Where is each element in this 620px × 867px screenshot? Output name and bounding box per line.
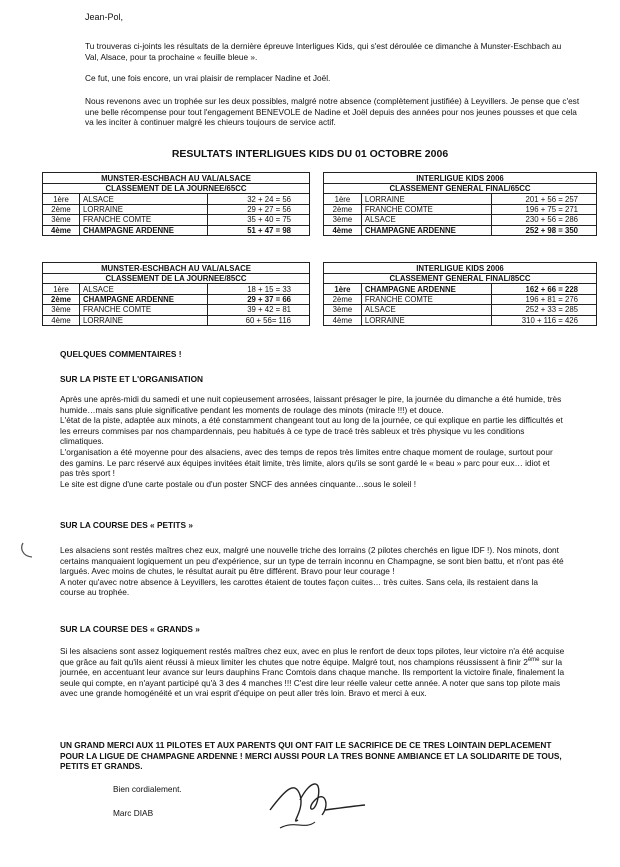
table-row: [324, 215, 597, 225]
section-heading-small: SUR LA COURSE DES « PETITS »: [60, 520, 193, 530]
table-row: [43, 204, 310, 214]
greeting: Jean-Pol,: [85, 12, 124, 22]
results-table-65cc-final: [323, 172, 597, 236]
score-cell: 196 + 75 = 271: [492, 204, 597, 214]
team-cell: FRANCHE COMTE: [80, 305, 208, 315]
rank-cell: 4ème: [43, 315, 80, 325]
team-cell: LORRAINE: [80, 204, 208, 214]
rank-cell: 2ème: [43, 294, 80, 304]
rank-cell: 1ère: [324, 284, 362, 294]
score-cell: 196 + 81 = 276: [492, 294, 597, 304]
table-row: [43, 315, 310, 325]
ordinal-suffix: ème: [527, 656, 540, 663]
team-cell: ALSACE: [361, 215, 491, 225]
team-cell: LORRAINE: [80, 315, 208, 325]
table-row: [43, 284, 310, 294]
score-cell: 201 + 56 = 257: [492, 194, 597, 204]
track-paragraph: Après une après-midi du samedi et une nuit copieusement arrosées, laissant présager le pire, la journée du dimanche a été humide, très humide…mais sans pluie significative pendant les moments de roulage des minots (miracle !!!) et douce.: [60, 394, 562, 415]
small-paragraph: Les alsaciens sont restés maîtres chez eux, malgré une nouvelle triche des lorrains (2 pilotes cherchés en ligue IDF !). Nos minots, dont certains manquaient logiquement un peu d'expérience, sur un type de terrain inconnu en Champagne, se sont bien battu, et n'ont pas été largués. Avec moins de chutes, le résultat aurait pu être différent. Bravo pour leur courage !: [60, 545, 564, 577]
big-text-part: Si les alsaciens sont assez logiquement restés maîtres chez eux, avec en plus le renfort de deux tops pilotes, leur victoire n'a été acquise que grâce au fait qu'ils aient réussi à mieux limiter les chutes que notre équipe. Malgré tout, nos champions réussissent à finir 2: [60, 646, 565, 667]
rank-cell: 2ème: [43, 204, 80, 214]
comments-heading: QUELQUES COMMENTAIRES !: [60, 349, 182, 359]
table-header: MUNSTER-ESCHBACH AU VAL/ALSACE: [43, 173, 310, 184]
track-paragraph: Le site est digne d'une carte postale ou d'un poster SNCF des années cinquante…sous le soleil !: [60, 478, 417, 489]
score-cell: 29 + 27 = 56: [207, 204, 309, 214]
team-cell: FRANCHE COMTE: [80, 215, 208, 225]
results-title: RESULTATS INTERLIGUES KIDS DU 01 OCTOBRE 2006: [171, 148, 449, 160]
thanks-paragraph: UN GRAND MERCI AUX 11 PILOTES ET AUX PARENTS QUI ONT FAIT LE SACRIFICE DE CE TRES LOINTAIN DEPLACEMENT POUR LA LIGUE DE CHAMPAGNE ARDENNE ! MERCI AUSSI POUR LA TRES BONNE AMBIANCE ET LA SOLIDARITE DE TOUS, PETITS ET GRANDS.: [60, 740, 562, 772]
table-row: [43, 294, 310, 304]
table-subheader: CLASSEMENT GENERAL FINAL/65CC: [324, 184, 597, 194]
team-cell: CHAMPAGNE ARDENNE: [361, 225, 491, 235]
results-table-65cc-day: [42, 172, 310, 236]
section-body-small: [60, 545, 565, 598]
regards: Bien cordialement.: [113, 784, 182, 794]
signer-name: Marc DIAB: [113, 808, 154, 818]
track-paragraph: L'état de la piste, adaptée aux minots, a été constamment changeant tout au long de la journée, ce qui explique en partie les difficultés et les erreurs commises par nos champardennais, peu habitués à ce type de tracé très sableux et très physique vu les conditions climatiques.: [60, 415, 563, 447]
table-row: [43, 194, 310, 204]
score-cell: 39 + 42 = 81: [207, 305, 309, 315]
score-cell: 29 + 37 = 66: [207, 294, 309, 304]
table-subheader: CLASSEMENT GENERAL FINAL/85CC: [324, 274, 597, 284]
team-cell: FRANCHE COMTE: [361, 204, 491, 214]
table-subheader: CLASSEMENT DE LA JOURNEE/85CC: [43, 274, 310, 284]
score-cell: 310 + 116 = 426: [492, 315, 597, 325]
results-table-85cc-final: [323, 262, 597, 326]
team-cell: ALSACE: [80, 284, 208, 294]
team-cell: FRANCHE COMTE: [361, 294, 491, 304]
score-cell: 51 + 47 = 98: [207, 225, 309, 235]
rank-cell: 4ème: [43, 225, 80, 235]
section-heading-big: SUR LA COURSE DES « GRANDS »: [60, 624, 200, 634]
score-cell: 162 + 66 = 228: [492, 284, 597, 294]
rank-cell: 4ème: [324, 225, 362, 235]
section-body-big: [60, 646, 565, 699]
rank-cell: 2ème: [324, 204, 362, 214]
handwritten-signature: [260, 770, 370, 835]
section-body-track: [60, 394, 565, 489]
team-cell: CHAMPAGNE ARDENNE: [361, 284, 491, 294]
margin-mark: [20, 540, 36, 560]
table-row: [43, 215, 310, 225]
section-heading-track: SUR LA PISTE ET L'ORGANISATION: [60, 374, 204, 384]
big-text-part: sur la journée, en accentuant leur avance sur leurs dauphins Franc Comtois dans chaque manche. Ils remportent la victoire finale, finalement la seule qui compte, en n'ayant participé qu'à 3 des 4 manches !!! C'est dire leur réelle valeur cette année. A noter que sans top pilote mais avec une grande homogénéité et un vrai esprit d'équipe on peut aller très loin. Bravo et merci à eux.: [60, 656, 565, 699]
pleasure-paragraph: Ce fut, une fois encore, un vrai plaisir de remplacer Nadine et Joël.: [85, 73, 331, 83]
score-cell: 18 + 15 = 33: [207, 284, 309, 294]
rank-cell: 2ème: [324, 294, 362, 304]
team-cell: ALSACE: [80, 194, 208, 204]
team-cell: LORRAINE: [361, 315, 491, 325]
rank-cell: 3ème: [43, 305, 80, 315]
score-cell: 35 + 40 = 75: [207, 215, 309, 225]
score-cell: 60 + 56= 116: [207, 315, 309, 325]
table-row: [324, 284, 597, 294]
trophy-paragraph: Nous revenons avec un trophée sur les deux possibles, malgré notre absence (complètement justifiée) à Leyvillers. Je pense que c'est une belle récompense pour tout l'engagement BENEVOLE de Nadine et Joël depuis des années pour nos jeunes pousses et que cela va les inciter à continuer malgré les chieurs toujours de service actif.: [85, 96, 580, 128]
table-header: INTERLIGUE KIDS 2006: [324, 173, 597, 184]
score-cell: 252 + 33 = 285: [492, 305, 597, 315]
team-cell: ALSACE: [361, 305, 491, 315]
table-header: MUNSTER-ESCHBACH AU VAL/ALSACE: [43, 263, 310, 274]
table-row: [324, 225, 597, 235]
team-cell: CHAMPAGNE ARDENNE: [80, 225, 208, 235]
rank-cell: 3ème: [43, 215, 80, 225]
table-header: INTERLIGUE KIDS 2006: [324, 263, 597, 274]
results-table-85cc-day: [42, 262, 310, 326]
table-row: [324, 305, 597, 315]
rank-cell: 1ère: [43, 194, 80, 204]
team-cell: LORRAINE: [361, 194, 491, 204]
table-row: [43, 225, 310, 235]
score-cell: 230 + 56 = 286: [492, 215, 597, 225]
table-subheader: CLASSEMENT DE LA JOURNEE/65CC: [43, 184, 310, 194]
track-paragraph: L'organisation a été moyenne pour des alsaciens, avec des temps de repos très limites entre chaque moment de roulage, surtout pour des gamins. Le parc réservé aux équipes invitées était limite, très limite, alors qu'ils se sont gardé le « beau » parc pour eux… idiot et pas très sport !: [60, 446, 553, 479]
rank-cell: 3ème: [324, 215, 362, 225]
table-row: [324, 204, 597, 214]
score-cell: 32 + 24 = 56: [207, 194, 309, 204]
table-row: [324, 294, 597, 304]
rank-cell: 1ère: [43, 284, 80, 294]
score-cell: 252 + 98 = 350: [492, 225, 597, 235]
rank-cell: 4ème: [324, 315, 362, 325]
rank-cell: 1ère: [324, 194, 362, 204]
intro-paragraph: Tu trouveras ci-joints les résultats de la dernière épreuve Interligues Kids, qui s'est déroulée ce dimanche à Munster-Eschbach au Val, Alsace, pour ta prochaine « feuille bleue ».: [85, 41, 562, 62]
table-row: [324, 315, 597, 325]
team-cell: CHAMPAGNE ARDENNE: [80, 294, 208, 304]
small-paragraph: A noter qu'avec notre absence à Leyvillers, les carottes étaient de toutes façon cuites… très cuites. Sans cela, ils restaient dans la course au trophée.: [60, 576, 538, 598]
table-row: [43, 305, 310, 315]
rank-cell: 3ème: [324, 305, 362, 315]
table-row: [324, 194, 597, 204]
